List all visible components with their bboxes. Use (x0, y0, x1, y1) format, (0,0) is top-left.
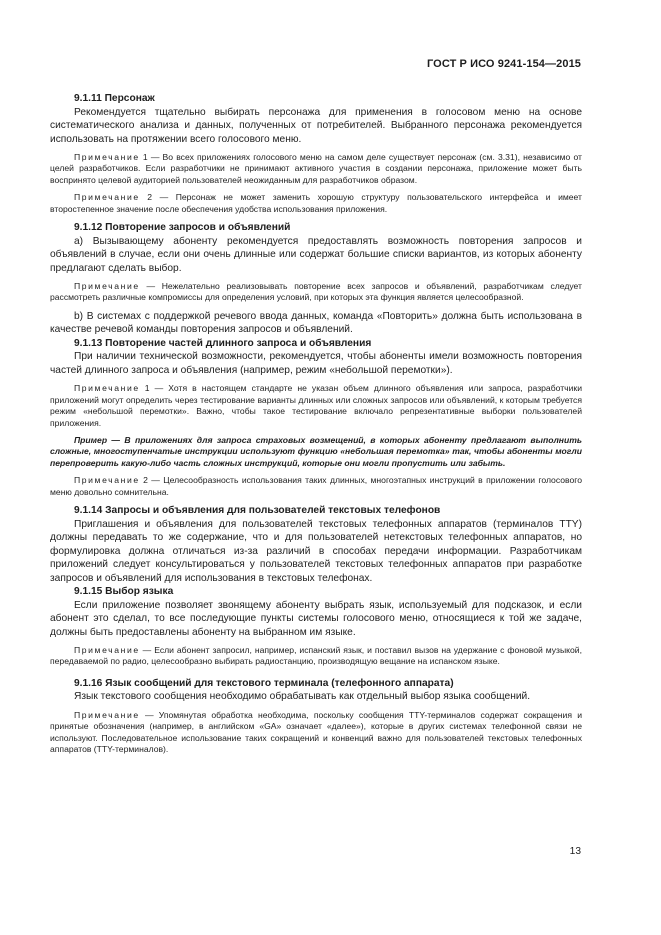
section-heading-9-1-12: 9.1.12 Повторение запросов и объявлений (74, 222, 291, 234)
note-label: Примечание (74, 281, 140, 292)
paragraph-rewind: При наличии технической возможности, рекомендуется, чтобы абоненты имели возможность повторения частей длинного запроса и объявления (например, режим «небольшой перемотки»). (50, 351, 582, 376)
note-label: Примечание (74, 475, 140, 486)
section-heading-9-1-15: 9.1.15 Выбор языка (74, 586, 174, 597)
section-heading-9-1-11: 9.1.11 Персонаж (74, 93, 155, 104)
note-rewind-1 (50, 383, 582, 429)
paragraph-tty-language: Язык текстового сообщения необходимо обрабатывать как отдельный выбор языка сообщений. (74, 691, 531, 703)
note-label: Примечание (74, 383, 140, 394)
note-label: Примечание (74, 709, 140, 720)
note-text: — Упомянутая обработка необходима, поскольку сообщения TTY-терминалов содержат сокращения и принятые обозначения (например, в английском «GA» означает «далее»), которые в других системах телефонной связи не используют. Последовательное использование таких сокращений и конвенций важно для пользователей текстовых телефонных аппаратов (TTY-терминалов). (50, 709, 582, 755)
section-heading-9-1-13: 9.1.13 Повторение частей длинного запроса и объявления (74, 337, 372, 349)
note-text: 1 — Во всех приложениях голосового меню на самом деле существует персонаж (см. 3.31), независимо от целей разработчиков. Если разработчики не принимают активного участия в создании персонажа, приложение может быть воспринято целевой аудиторией пользователей неожиданным для разработчиков образом. (50, 152, 582, 185)
note-text: — Нежелательно реализовывать повторение всех запросов и объявлений, разработчикам следует рассмотреть различные компромиссы для определения условий, при которых эта функция является целесообразной. (50, 281, 582, 303)
paragraph-tty: Приглашения и объявления для пользователей текстовых телефонных аппаратов (терминалов TTY) должны передавать то же содержание, что и для пользователей нетекстовых телефонных аппаратов, но формулировка должна отличаться из-за различий в способах передачи информации. Разработчикам приложений следует консультироваться у пользователей текстовых телефонных аппаратов при разработке запросов и объявлений для использования в текстовых телефонах. (50, 518, 582, 584)
paragraph-persona: Рекомендуется тщательно выбирать персонажа для применения в голосовом меню на основе систематического анализа и данных, полученных от потребителей. Выбранного персонажа рекомендуется использовать на протяжении всего голосового меню. (50, 106, 582, 145)
note-text: 2 — Персонаж не может заменить хорошую структуру пользовательского интерфейса и имеет второстепенное значение после обеспечения удобства использования приложения. (50, 192, 582, 214)
note-label: Примечание (74, 152, 140, 162)
note-text: 2 — Целесообразность использования таких длинных, многоэтапных инструкций в приложении голосового меню довольно сомнительна. (50, 475, 582, 497)
paragraph-language: Если приложение позволяет звонящему абоненту выбрать язык, используемый для подсказок, и если абонент это сделал, то все последующие пункты системы голосового меню, относящиеся к той же задаче, должны быть предоставлены абоненту на выбранном им языке. (50, 599, 582, 638)
note-repeat (50, 281, 582, 304)
standard-designation: ГОСТ Р ИСО 9241-154—2015 (426, 58, 581, 70)
note-text: 1 — Хотя в настоящем стандарте не указан объем длинного объявления или запроса, разработчики приложений могут определить через тестирование варианты длинных или сложных запросов или объявлений, к которым требуется режим «небольшой перемотки». Важно, чтобы такое тестирование включало репрезентативные выборки пользователей приложения. (50, 383, 582, 428)
note-language (50, 645, 582, 668)
note-label: Примечание (74, 645, 140, 655)
note-persona-2 (50, 192, 582, 215)
note-persona-1 (50, 152, 582, 186)
page-number: 13 (569, 846, 581, 857)
note-rewind-2 (50, 475, 582, 498)
note-text: — Если абонент запросил, например, испанский язык, и поставил вызов на удержание с фоновой музыкой, передаваемой по радио, целесообразно выбирать радиостанцию, производящую вещание на испанском языке. (50, 645, 582, 667)
paragraph-repeat-b: b) В системах с поддержкой речевого ввода данных, команда «Повторить» должна быть использована в качестве речевой команды повторения запросов и объявлений. (50, 310, 582, 336)
section-heading-9-1-14: 9.1.14 Запросы и объявления для пользователей текстовых телефонов (74, 505, 441, 516)
note-tty-language (50, 710, 582, 756)
section-heading-9-1-16: 9.1.16 Язык сообщений для текстового терминала (телефонного аппарата) (74, 677, 454, 689)
example-rewind: Пример — В приложениях для запроса страховых возмещений, в которых абоненту предлагают выполнить сложные, многоступенчатые инструкции используют функцию «небольшая перемотка» так, чтобы абоненты могли перепроверить какую-либо часть сложных инструкций, которые они могли пропустить или забыть. (50, 434, 582, 468)
page-content (50, 92, 582, 755)
paragraph-repeat-a: а) Вызывающему абоненту рекомендуется предоставлять возможность повторения запросов и объявлений в случае, если они очень длинные или содержат большие списки вариантов, из которых абоненту предлагают сделать выбор. (50, 235, 582, 274)
note-label: Примечание (74, 192, 140, 203)
